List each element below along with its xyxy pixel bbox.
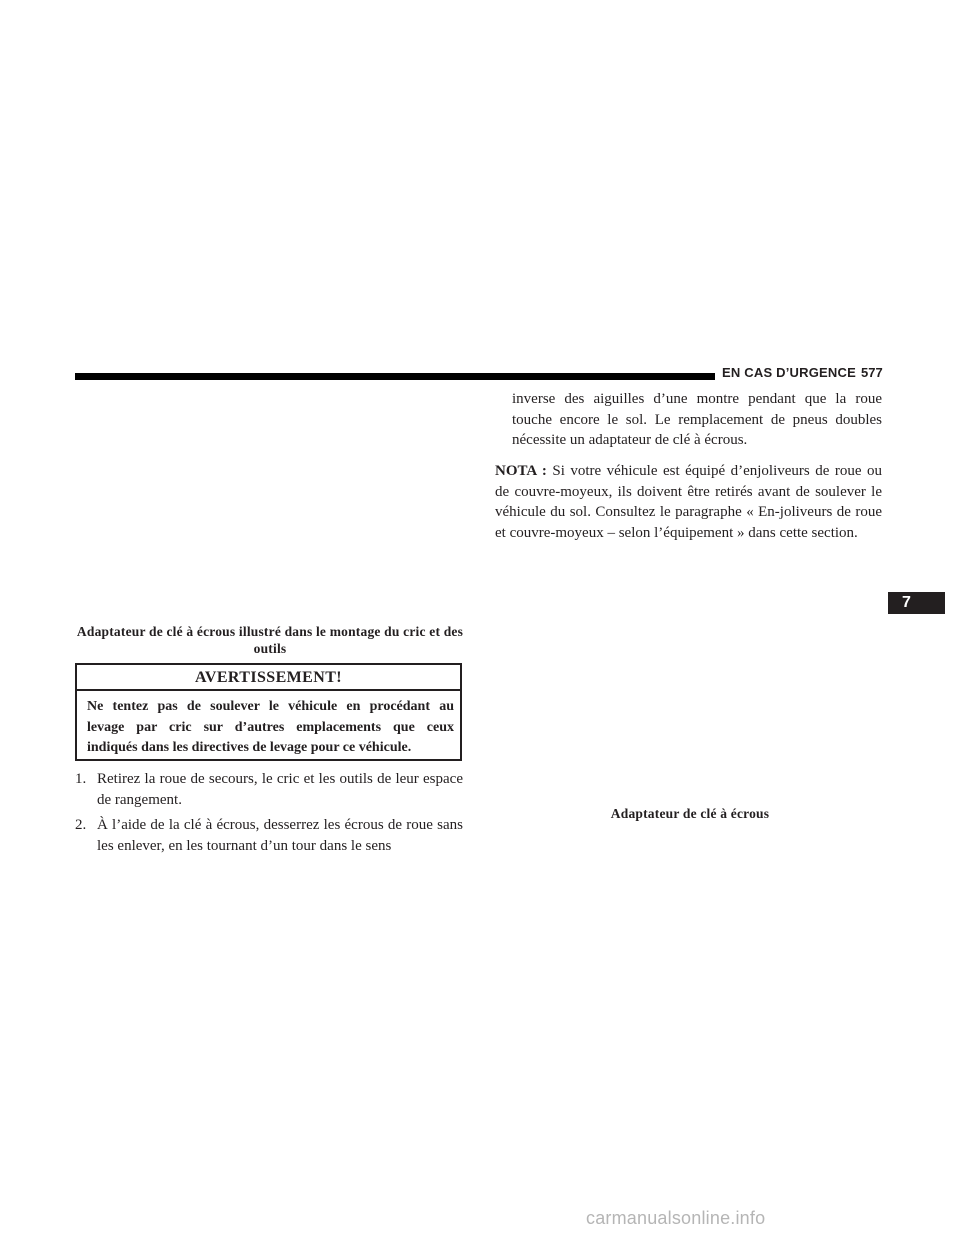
note-label: NOTA :	[495, 463, 547, 479]
note-text: Si votre véhicule est équipé d’enjoliveurs de roue ou de couvre-moyeux, ils doivent être retirés avant de soulever le véhicule du sol. Consultez le paragraphe « En-joliveurs de roue et couvre-moyeux – selon l’équipement » dans cette section.	[495, 463, 882, 541]
step-text: À l’aide de la clé à écrous, desserrez les écrous de roue sans les enlever, en les tournant d’un tour dans le sens	[97, 817, 463, 854]
figure-caption-right: Adaptateur de clé à écrous	[610, 806, 770, 821]
watermark: carmanualsonline.info	[586, 1208, 766, 1228]
page-number: 577	[861, 365, 883, 380]
step-text: Retirez la roue de secours, le cric et les outils de leur espace de rangement.	[97, 771, 463, 808]
header-rule	[75, 373, 715, 380]
warning-box	[75, 663, 462, 761]
warning-line: levage par cric sur d’autres emplacements que ceux	[87, 719, 454, 735]
section-title: EN CAS D’URGENCE	[722, 365, 856, 380]
figure-caption-left: Adaptateur de clé à écrous illustré dans le montage du cric et des outils	[76, 624, 464, 656]
step-number: 1.	[75, 771, 87, 787]
warning-text	[87, 697, 454, 759]
chapter-tab: 7	[888, 592, 945, 614]
list-item	[75, 815, 463, 856]
warning-title: AVERTISSEMENT!	[77, 665, 460, 691]
step-number: 2.	[75, 817, 87, 833]
note-paragraph	[495, 461, 882, 543]
warning-line: Ne tentez pas de soulever le véhicule en procédant au	[87, 699, 454, 714]
step-continuation: inverse des aiguilles d’une montre pendant que la roue touche encore le sol. Le remplacement de pneus doubles nécessite un adaptateur de clé à écrous.	[512, 391, 882, 448]
steps-list	[75, 769, 463, 861]
list-item	[75, 769, 463, 810]
warning-line: indiqués dans les directives de levage pour ce véhicule.	[87, 740, 412, 755]
